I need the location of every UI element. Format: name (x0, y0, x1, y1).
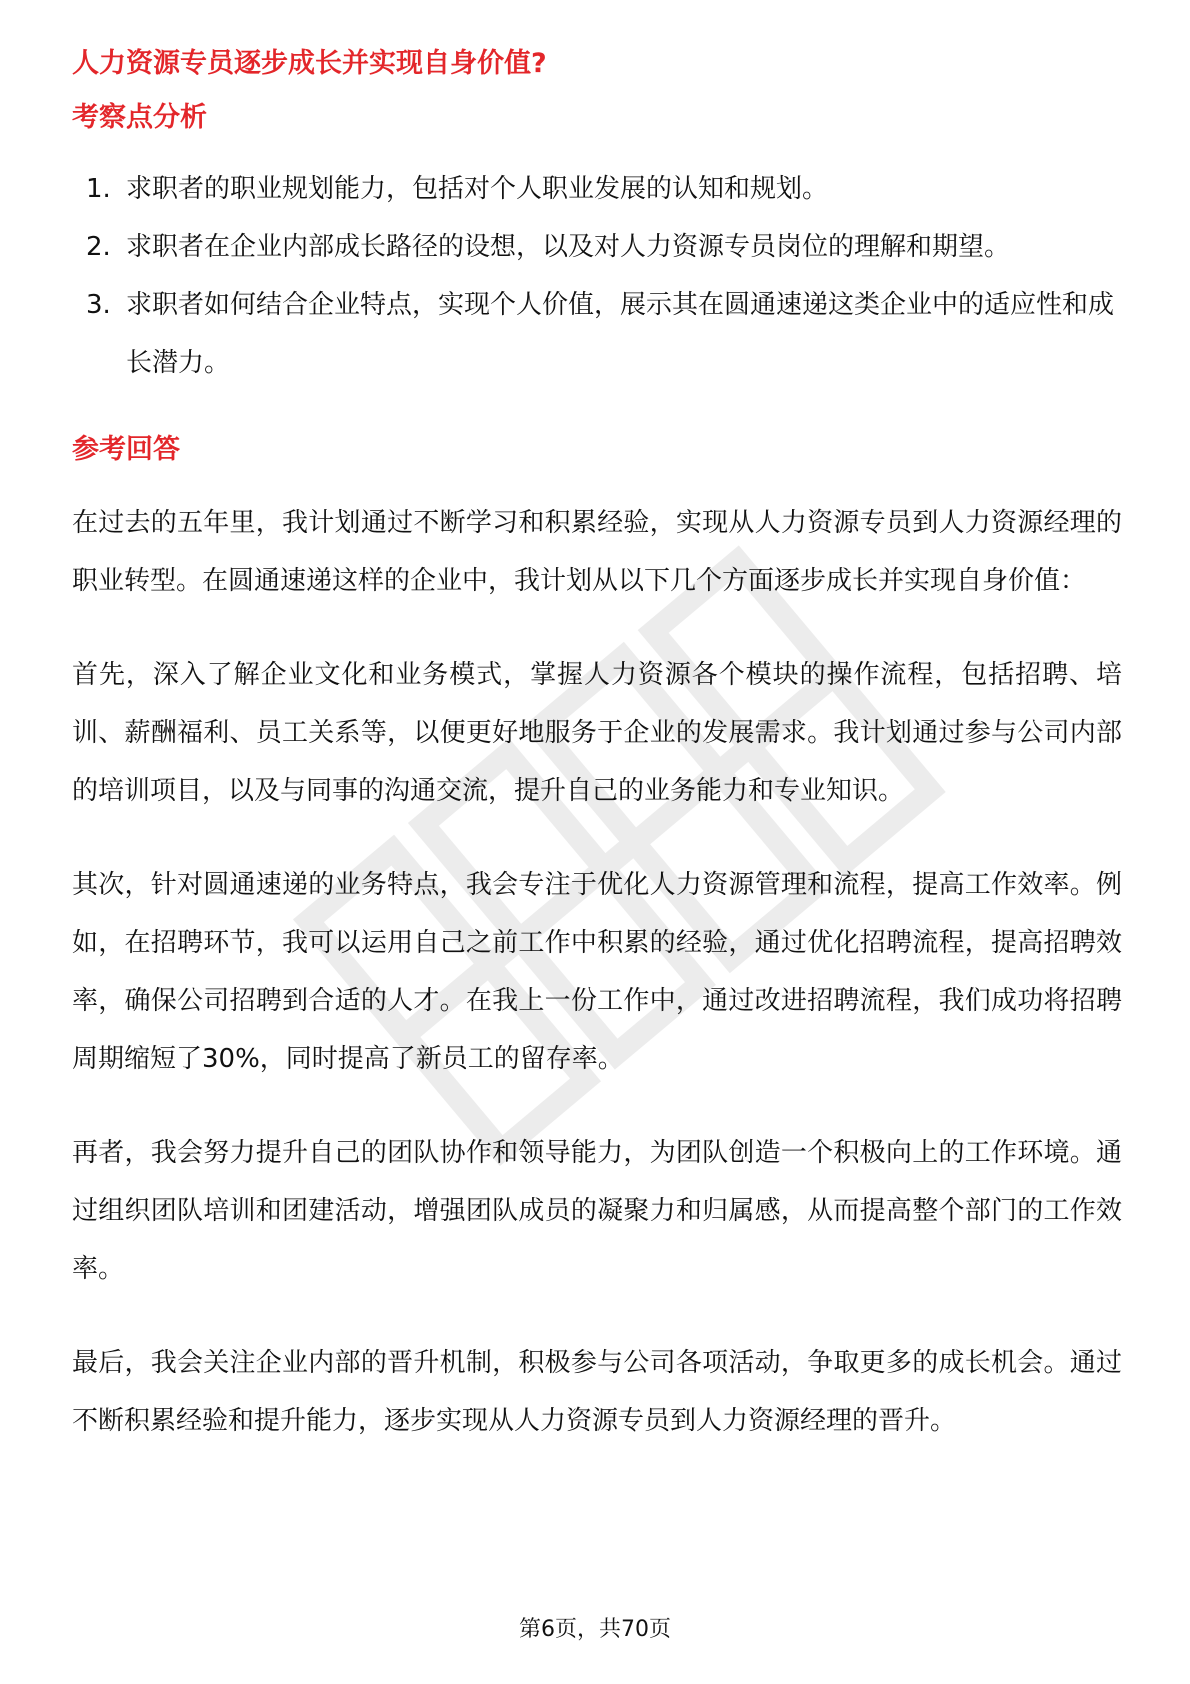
page-footer: 第6页，共70页 (519, 1617, 671, 1642)
analysis-list (72, 160, 1122, 392)
answer-paragraph: 再者，我会努力提升自己的团队协作和领导能力，为团队创造一个积极向上的工作环境。通过组织团队培训和团建活动，增强团队成员的凝聚力和归属感，从而提高整个部门的工作效率。 (72, 1138, 1122, 1284)
analysis-item (72, 276, 1122, 392)
analysis-item (72, 218, 1122, 276)
analysis-item-text: 求职者在企业内部成长路径的设想，以及对人力资源专员岗位的理解和期望。 (126, 232, 1011, 262)
content-area (72, 42, 1122, 1450)
analysis-item-text: 求职者如何结合企业特点，实现个人价值，展示其在圆通速递这类企业中的适应性和成长潜力。 (126, 290, 1115, 378)
analysis-item-number: 2. (86, 232, 111, 262)
answer-paragraph: 最后，我会关注企业内部的晋升机制，积极参与公司各项活动，争取更多的成长机会。通过不断积累经验和提升能力，逐步实现从人力资源专员到人力资源经理的晋升。 (72, 1348, 1122, 1436)
analysis-heading: 考察点分析 (72, 102, 207, 133)
answer-paragraph: 其次，针对圆通速递的业务特点，我会专注于优化人力资源管理和流程，提高工作效率。例如，在招聘环节，我可以运用自己之前工作中积累的经验，通过优化招聘流程，提高招聘效率，确保公司招聘到合适的人才。在我上一份工作中，通过改进招聘流程，我们成功将招聘周期缩短了30%，同时提高了新员工的留存率。 (72, 870, 1122, 1074)
analysis-item-number: 1. (86, 174, 111, 204)
question-title: 人力资源专员逐步成长并实现自身价值? (72, 48, 547, 79)
answer-paragraph: 在过去的五年里，我计划通过不断学习和积累经验，实现从人力资源专员到人力资源经理的职业转型。在圆通速递这样的企业中，我计划从以下几个方面逐步成长并实现自身价值： (72, 508, 1122, 596)
answer-heading: 参考回答 (72, 434, 180, 465)
analysis-item-number: 3. (86, 290, 111, 320)
analysis-item-text: 求职者的职业规划能力，包括对个人职业发展的认知和规划。 (126, 174, 829, 204)
analysis-item (72, 160, 1122, 218)
answer-paragraph: 首先，深入了解企业文化和业务模式，掌握人力资源各个模块的操作流程，包括招聘、培训、薪酬福利、员工关系等，以便更好地服务于企业的发展需求。我计划通过参与公司内部的培训项目，以及与同事的沟通交流，提升自己的业务能力和专业知识。 (72, 660, 1122, 806)
